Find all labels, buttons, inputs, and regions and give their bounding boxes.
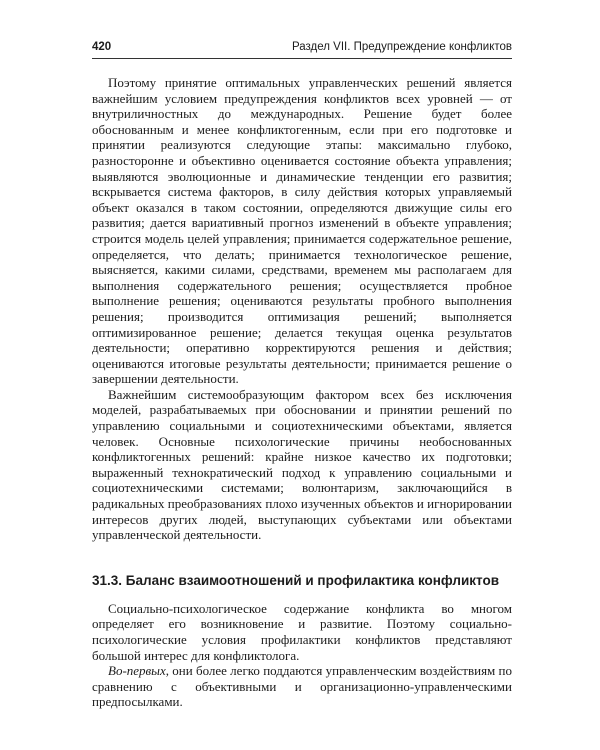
paragraph-firstly: [92, 663, 512, 710]
page-header: [92, 40, 512, 59]
firstly-emphasis: Во-первых: [108, 663, 166, 679]
paragraph-decision-stages: Поэтому принятие оптимальных управленческих решений является важнейшим условием предупреждения конфликтов всех уровней — от внутриличностных до международных. Решение будет более обоснованным и менее конфликтогенным, если при его подготовке и принятии реализуются следующие этапы: максимально глубоко, разносторонне и объективно оценивается состояние объекта управления; выявляются эволюционные и динамические тенденции его развития; вскрывается система факторов, в силу действия которых управляемый объект оказался в таком состоянии, определяются движущие силы его развития; дается вариативный прогноз изменений в объекте управления; строится модель целей управления; принимается содержательное решение, определяется, что делать; принимается технологическое решение, выясняется, какими силами, средствами, временем мы располагаем для выполнения содержательного решения; осуществляется пробное выполнение решения; оцениваются результаты пробного выполнения решения; производится оптимизация решений; выполняется оптимизированное решение; делается текущая оценка результатов деятельности; оперативно корректируются решения и действия; оцениваются итоговые результаты деятельности; принимается решение о завершении деятельности.: [92, 75, 512, 387]
paragraph-social-psychological-content: Социально-психологическое содержание конфликта во многом определяет его возникновение и развитие. Поэтому социально-психологические условия профилактики конфликтов представляют большой интерес для конфликтолога.: [92, 600, 512, 663]
firstly-text: , они более легко поддаются управленческим воздействиям по сравнению с объективными и организационно-управленческими предпосылками.: [92, 663, 512, 710]
page-body: [92, 75, 512, 710]
section-heading: 31.3. Баланс взаимоотношений и профилактика конфликтов: [92, 572, 500, 588]
running-title: Раздел VII. Предупреждение конфликтов: [291, 41, 512, 53]
page-number: 420: [92, 41, 112, 53]
paragraph-human-factor: Важнейшим системообразующим фактором всех без исключения моделей, разрабатываемых при обосновании и принятии решений по управлению социальными и социотехническими объектами, является человек. Основные психологические причины необоснованных конфликтогенных решений: крайне низкое качество их подготовки; выраженный технократический подход к управлению социальными и социотехническими системами; волюнтаризм, заключающийся в радикальных преобразованиях плохо изученных объектов и игнорировании интересов других людей, выступающих субъектами или объектами управленческой деятельности.: [92, 386, 512, 543]
